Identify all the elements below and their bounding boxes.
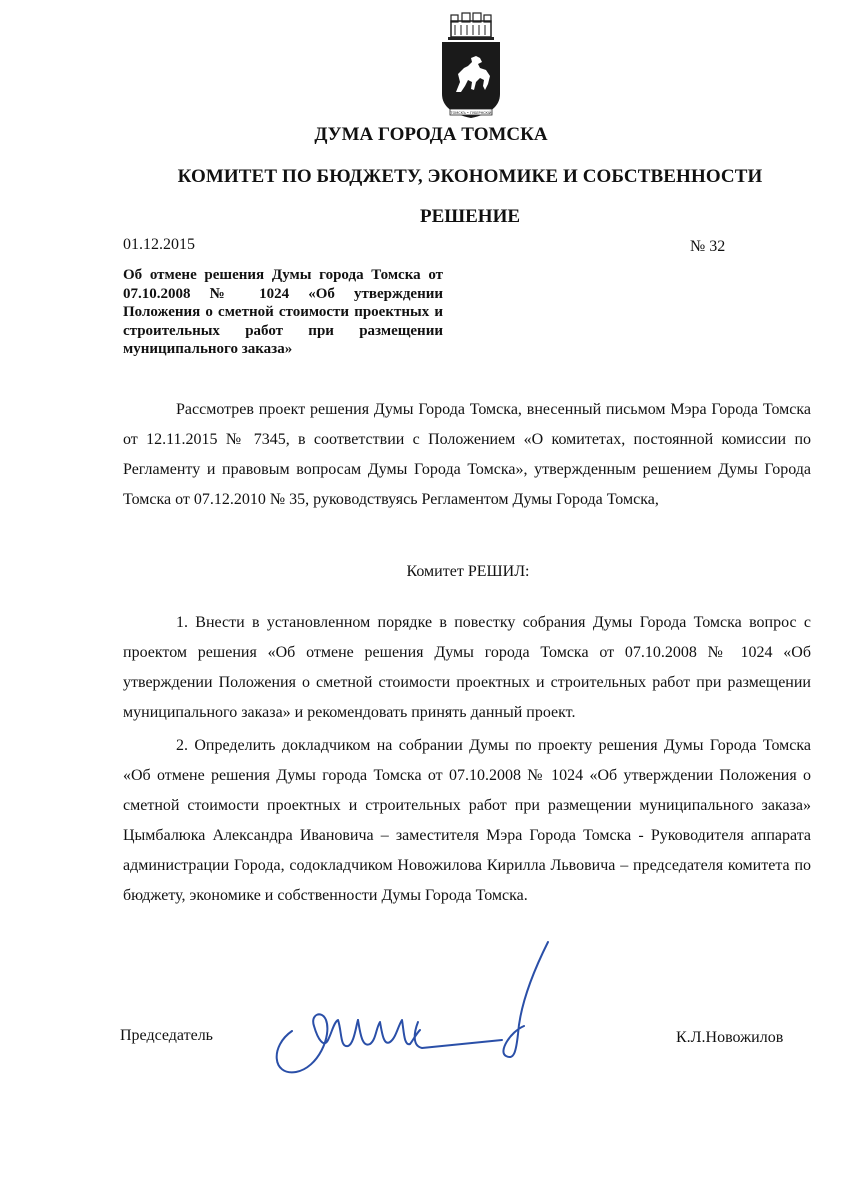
emblem-motto: ТОМСКЪ • ГУБЕРНСКIЙ [450,110,492,115]
resolved-heading: Комитет РЕШИЛ: [406,563,530,580]
committee-title: КОМИТЕТ ПО БЮДЖЕТУ, ЭКОНОМИКЕ И СОБСТВЕННОСТИ [177,166,763,187]
decision-subject: Об отмене решения Думы города Томска от 07.10.2008 № 1024 «Об утверждении Положения о сметной стоимости проектных и строительных работ при размещении муниципального заказа» [123,267,443,357]
chairman-label: Председатель [120,1027,213,1044]
chairman-name: К.Л.Новожилов [676,1029,784,1046]
resolution-item-1: 1. Внести в установленном порядке в повестку собрания Думы Города Томска вопрос с проектом решения «Об отмене решения Думы города Томска от 07.10.2008 № 1024 «Об утверждении Положения о сметной стоимости проектных и строительных работ при размещении муниципального заказа» и рекомендовать принять данный проект. [123,614,811,721]
decision-date: 01.12.2015 [123,236,195,253]
resolution-item-2: 2. Определить докладчиком на собрании Думы по проекту решения Думы Города Томска «Об отмене решения Думы города Томска от 07.10.2008 № 1024 «Об утверждении Положения о сметной стоимости проектных и строительных работ при размещении муниципального заказа» Цымбалюка Александра Ивановича – заместителя Мэра Города Томска - Руководителя аппарата администрации Города, содокладчиком Новожилова Кирилла Львовича – председателя комитета по бюджету, экономике и собственности Думы Города Томска. [123,737,811,904]
crown-icon [448,13,494,40]
decision-number: № 32 [690,238,726,255]
handwritten-signature [262,936,552,1086]
tomsk-coat-of-arms-emblem [438,12,504,124]
preamble-paragraph: Рассмотрев проект решения Думы Города Томска, внесенный письмом Мэра Города Томска от 12.11.2015 № 7345, в соответствии с Положением «О комитетах, постоянной комиссии по Регламенту и правовым вопросам Думы Города Томска», утвержденным решением Думы Города Томска от 07.12.2010 № 35, руководствуясь Регламентом Думы Города Томска, [123,401,811,508]
document-type-title: РЕШЕНИЕ [419,206,521,227]
duma-title: ДУМА ГОРОДА ТОМСКА [314,124,548,145]
